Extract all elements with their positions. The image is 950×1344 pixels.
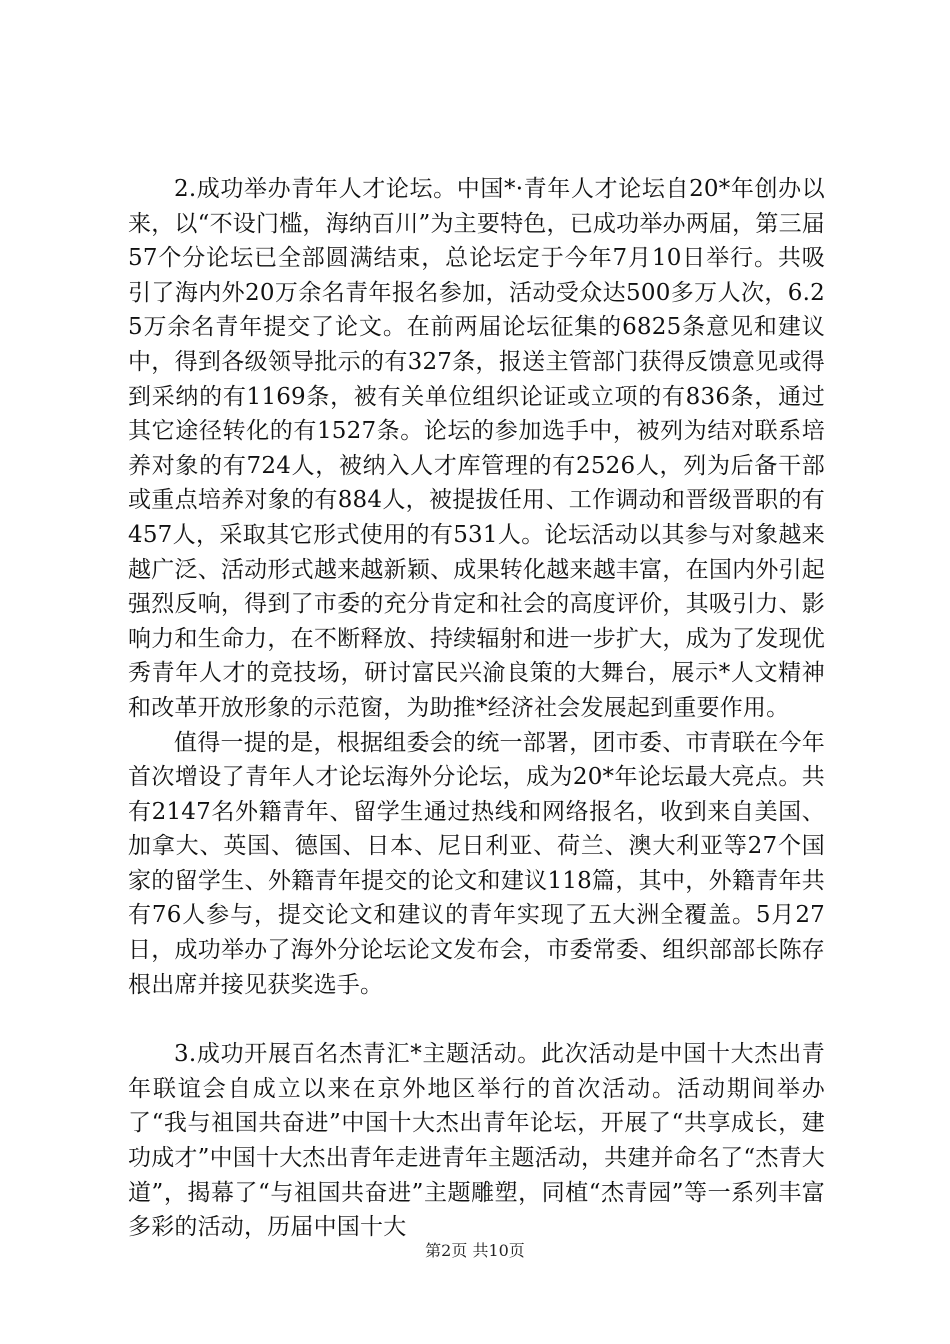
paragraph-gap — [128, 1002, 825, 1037]
paragraph-talent-forum: 2.成功举办青年人才论坛。中国*·青年人才论坛自20*年创办以来，以“不设门槛，海纳百川”为主要特色，已成功举办两届，第三届57个分论坛已全部圆满结束，总论坛定于今年7月10日举行。共吸引了海内外20万余名青年报名参加，活动受众达500多万人次，6.25万余名青年提交了论文。在前两届论坛征集的6825条意见和建议中，得到各级领导批示的有327条，报送主管部门获得反馈意见或得到采纳的有1169条，被有关单位组织论证或立项的有836条，通过其它途径转化的有1527条。论坛的参加选手中，被列为结对联系培养对象的有724人，被纳入人才库管理的有2526人，列为后备干部或重点培养对象的有884人，被提拔任用、工作调动和晋级晋职的有457人，采取其它形式使用的有531人。论坛活动以其参与对象越来越广泛、活动形式越来越新颖、成果转化越来越丰富，在国内外引起强烈反响，得到了市委的充分肯定和社会的高度评价，其吸引力、影响力和生命力，在不断释放、持续辐射和进一步扩大，成为了发现优秀青年人才的竞技场，研讨富民兴渝良策的大舞台，展示*人文精神和改革开放形象的示范窗，为助推*经济社会发展起到重要作用。 — [128, 176, 825, 721]
paragraph-outstanding-youth: 3.成功开展百名杰青汇*主题活动。此次活动是中国十大杰出青年联谊会自成立以来在京外地区举行的首次活动。活动期间举办了“我与祖国共奋进”中国十大杰出青年论坛，开展了“共享成长，建功成才”中国十大杰出青年走进青年主题活动，共建并命名了“杰青大道”，揭幕了“与祖国共奋进”主题雕塑，同植“杰青园”等一系列丰富多彩的活动，历届中国十大 — [128, 1041, 825, 1241]
paragraph-overseas-forum: 值得一提的是，根据组委会的统一部署，团市委、市青联在今年首次增设了青年人才论坛海外分论坛，成为20*年论坛最大亮点。共有2147名外籍青年、留学生通过热线和网络报名，收到来自美国、加拿大、英国、德国、日本、尼日利亚、荷兰、澳大利亚等27个国家的留学生、外籍青年提交的论文和建议118篇，其中，外籍青年共有76人参与，提交论文和建议的青年实现了五大洲全覆盖。5月27日，成功举办了海外分论坛论文发布会，市委常委、组织部部长陈存根出席并接见获奖选手。 — [128, 729, 825, 998]
document-body — [128, 172, 825, 1245]
page-number-footer: 第2页 共10页 — [425, 1241, 525, 1260]
